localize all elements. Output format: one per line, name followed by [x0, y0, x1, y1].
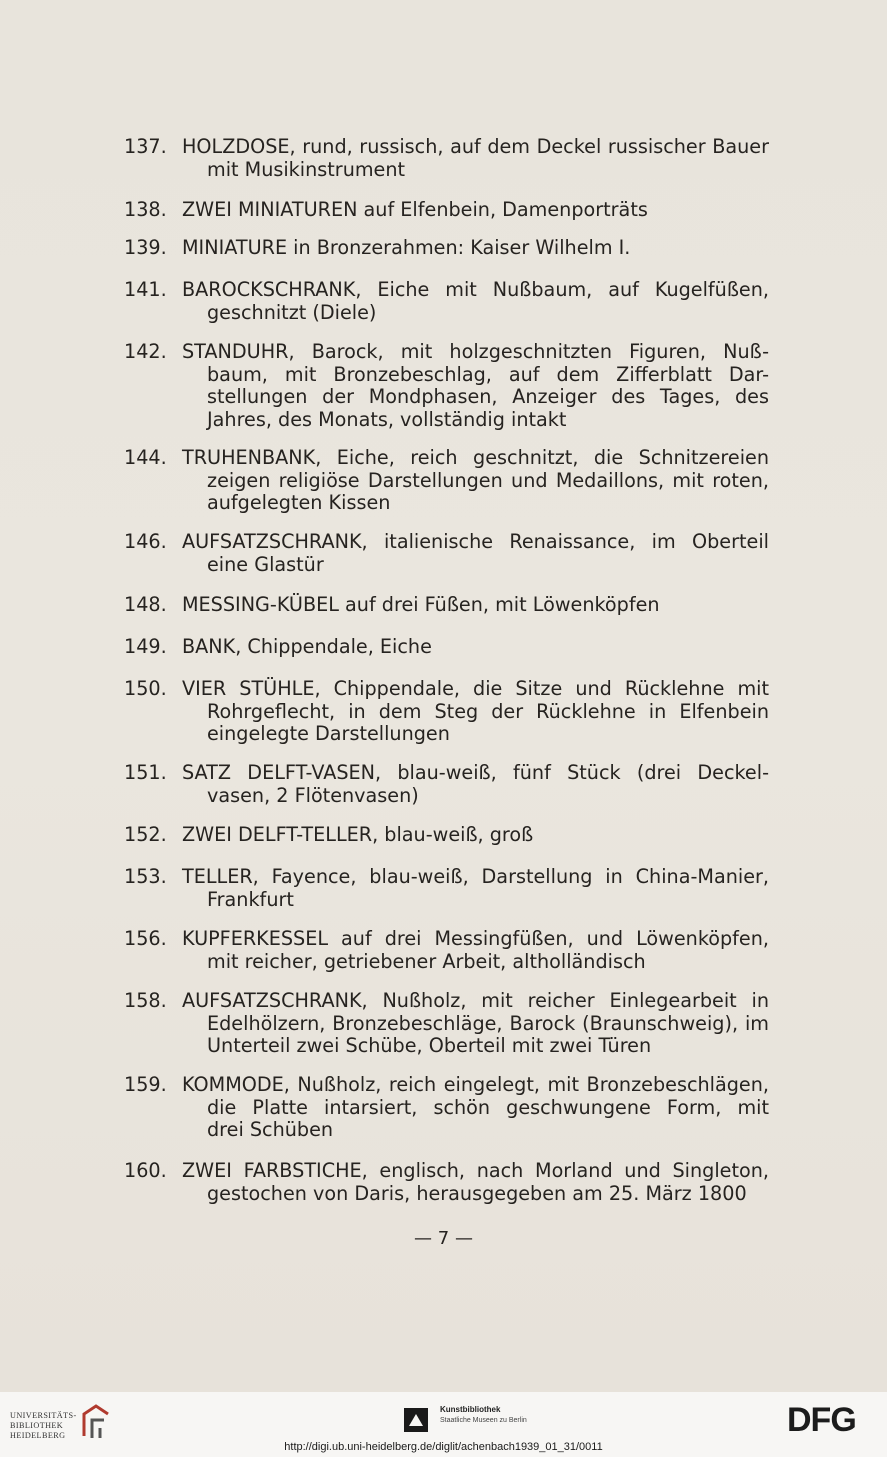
entry-text-line: Edelhölzern, Bronzebeschläge, Barock (Braunschweig), im [207, 1011, 769, 1035]
entry-number: 160. [124, 1159, 167, 1182]
entry-text-line: eine Glastür [207, 552, 324, 576]
entry-text-line: Rohrgeflecht, in dem Steg der Rücklehne in Elfenbein [207, 699, 769, 723]
entry-text-line: MINIATURE in Bronzerahmen: Kaiser Wilhelm I. [182, 236, 631, 259]
entry-text-line: VIER STÜHLE, Chippendale, die Sitze und Rücklehne mit [182, 677, 769, 700]
kunstbibliothek-name: Kunstbibliothek [440, 1405, 501, 1414]
kunstbibliothek-subtitle: Staatliche Museen zu Berlin [440, 1417, 527, 1424]
entry-number: 153. [124, 865, 167, 888]
entry-text-line: baum, mit Bronzebeschlag, auf dem Zifferblatt Dar- [207, 362, 769, 386]
entry-text-line: HOLZDOSE, rund, russisch, auf dem Deckel russischer Bauer [182, 135, 769, 158]
catalog-entry [124, 594, 769, 617]
entry-number: 158. [124, 989, 167, 1012]
entry-number: 156. [124, 927, 167, 950]
entry-text-line: KOMMODE, Nußholz, reich eingelegt, mit Bronzebeschlägen, [182, 1073, 769, 1096]
entry-number: 151. [124, 761, 167, 784]
entry-number: 142. [124, 340, 167, 363]
entry-text-line: stellungen der Mondphasen, Anzeiger des Tages, des [207, 385, 769, 409]
kunstbibliothek-icon [404, 1408, 428, 1432]
entry-number: 138. [124, 198, 167, 221]
entry-number: 139. [124, 236, 167, 259]
library-line: HEIDELBERG [10, 1431, 66, 1440]
entry-number: 141. [124, 278, 167, 301]
entry-text-line: gestochen von Daris, herausgegeben am 25. März 1800 [207, 1181, 747, 1205]
entry-number: 149. [124, 635, 167, 658]
entry-text-line: mit Musikinstrument [207, 157, 406, 181]
catalog-entry [124, 531, 769, 576]
catalog-entry [124, 866, 769, 911]
entry-text-line: eingelegte Darstellungen [207, 722, 450, 746]
entry-text-line: ZWEI FARBSTICHE, englisch, nach Morland und Singleton, [182, 1159, 769, 1182]
entry-text-line: vasen, 2 Flötenvasen) [207, 783, 419, 807]
entry-text-line: mit reicher, getriebener Arbeit, altholländisch [207, 949, 646, 973]
catalog-entry [124, 199, 769, 222]
catalog-entry [124, 990, 769, 1058]
entry-text-line: geschnitzt (Diele) [207, 300, 377, 324]
heidelberg-seal-icon [80, 1404, 112, 1440]
entry-text-line: ZWEI MINIATUREN auf Elfenbein, Damenporträts [182, 198, 648, 221]
catalog-entry [124, 1160, 769, 1205]
catalog-entry [124, 136, 769, 181]
catalog-entry [124, 237, 769, 260]
entry-text-line: BANK, Chippendale, Eiche [182, 635, 432, 658]
catalog-entry [124, 636, 769, 659]
catalog-entry [124, 279, 769, 324]
entry-number: 152. [124, 823, 167, 846]
entry-text-line: ZWEI DELFT-TELLER, blau-weiß, groß [182, 823, 534, 846]
catalog-entry [124, 928, 769, 973]
entry-text-line: AUFSATZSCHRANK, italienische Renaissance, im Oberteil [182, 530, 769, 553]
kunstbibliothek-logo[interactable] [404, 1404, 564, 1432]
library-line: BIBLIOTHEK [10, 1421, 64, 1430]
entry-text-line: Frankfurt [207, 887, 294, 911]
entry-number: 137. [124, 135, 167, 158]
catalog-entry [124, 824, 769, 847]
entry-text-line: MESSING-KÜBEL auf drei Füßen, mit Löwenköpfen [182, 593, 660, 616]
entry-text-line: BAROCKSCHRANK, Eiche mit Nußbaum, auf Kugelfüßen, [182, 278, 769, 301]
entry-number: 146. [124, 530, 167, 553]
entry-text-line: zeigen religiöse Darstellungen und Medaillons, mit roten, [207, 468, 769, 492]
entry-text-line: drei Schüben [207, 1118, 334, 1142]
heidelberg-library-logo[interactable] [10, 1404, 120, 1440]
entry-text-line: AUFSATZSCHRANK, Nußholz, mit reicher Einlegearbeit in [182, 989, 769, 1012]
dfg-logo[interactable]: DFG [787, 1401, 856, 1439]
permalink-url[interactable]: http://digi.ub.uni-heidelberg.de/diglit/achenbach1939_01_31/0011 [284, 1441, 603, 1453]
library-name [10, 1411, 77, 1441]
entry-number: 144. [124, 446, 167, 469]
entry-text-line: TRUHENBANK, Eiche, reich geschnitzt, die Schnitzereien [182, 446, 769, 469]
entry-number: 148. [124, 593, 167, 616]
entry-number: 150. [124, 677, 167, 700]
catalog-entry [124, 341, 769, 431]
entry-text-line: STANDUHR, Barock, mit holzgeschnitzten Figuren, Nuß- [182, 340, 769, 363]
entry-text-line: Jahres, des Monats, vollständig intakt [207, 407, 567, 431]
entry-text-line: TELLER, Fayence, blau-weiß, Darstellung in China-Manier, [182, 865, 769, 888]
library-line: UNIVERSITÄTS- [10, 1411, 77, 1420]
catalog-entry [124, 762, 769, 807]
digitization-footer [0, 1392, 887, 1457]
page-number: — 7 — [414, 1228, 473, 1249]
entry-text-line: Unterteil zwei Schübe, Oberteil mit zwei Türen [207, 1034, 652, 1058]
catalog-entry [124, 1074, 769, 1142]
entry-text-line: KUPFERKESSEL auf drei Messingfüßen, und Löwenköpfen, [182, 927, 769, 950]
entry-text-line: SATZ DELFT-VASEN, blau-weiß, fünf Stück (drei Deckel- [182, 761, 769, 784]
entry-number: 159. [124, 1073, 167, 1096]
catalog-entry [124, 447, 769, 515]
catalog-entry [124, 678, 769, 746]
entry-text-line: aufgelegten Kissen [207, 491, 391, 515]
entry-text-line: die Platte intarsiert, schön geschwungene Form, mit [207, 1095, 769, 1119]
